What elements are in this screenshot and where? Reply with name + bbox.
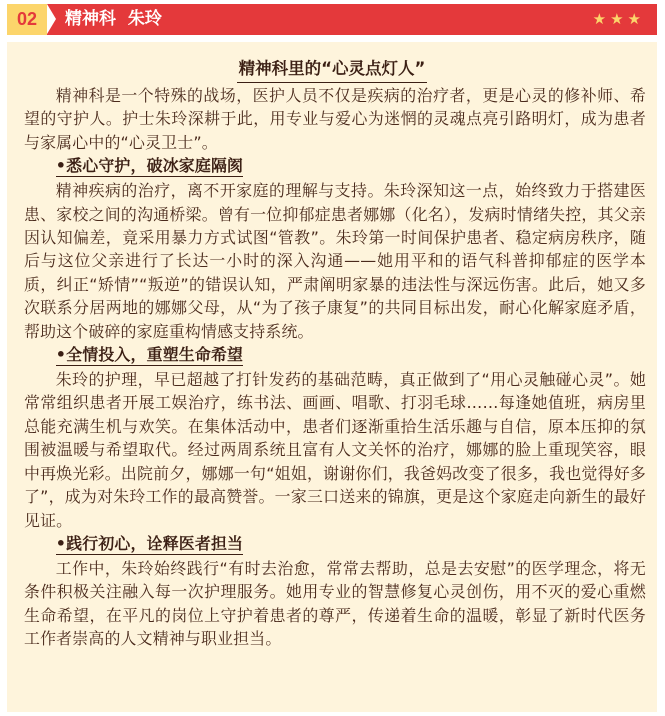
section-heading: •全情投入，重塑生命希望 [55,345,244,365]
intro-paragraph: 精神科是一个特殊的战场，医护人员不仅是疾病的治疗者，更是心灵的修补师、希望的守护人。护士朱玲深耕于此，用专业与爱心为迷惘的灵魂点亮引路明灯，成为患者与家属心中的“心灵卫士”。 [24,86,646,152]
article-title-wrap [7,58,657,83]
section-heading: •践行初心，诠释医者担当 [55,533,244,553]
section-2 [24,343,646,532]
article-body [24,84,646,651]
article-panel [7,42,657,712]
section-paragraph: 工作中，朱玲始终践行“有时去治愈，常常去帮助，总是去安慰”的医学理念，将无条件积极关注融入每一次护理服务。她用专业的智慧修复心灵创伤，用不灭的爱心重燃生命希望，在平凡的岗位上守护着患者的尊严，传递着生命的温暖，彰显了新时代医务工作者崇高的人文精神与职业担当。 [24,558,646,649]
chevron-divider-icon [47,4,56,34]
section-1 [24,154,646,343]
section-3 [24,532,646,651]
star-rating-icon: ★★★ [592,10,645,28]
section-header-bar [7,4,657,35]
section-paragraph: 朱玲的护理，早已超越了打针发药的基础范畴，真正做到了“用心灵触碰心灵”。她常常组织患者开展工娱治疗，练书法、画画、唱歌、打羽毛球……每逢她值班，病房里总能充满生机与欢笑。在集体活动中，患者们逐渐重拾生活乐趣与自信，原本压抑的氛围被温暖与希望取代。经过两周系统且富有人文关怀的治疗，娜娜的脸上重现笑容，眼中再焕光彩。出院前夕，娜娜一句“姐姐，谢谢你们，我爸妈改变了很多，我也觉得好多了”，成为对朱玲工作的最高赞誉。一家三口送来的锦旗，更是这个家庭走向新生的最好见证。 [24,370,646,530]
section-number-badge: 02 [7,4,47,35]
article-title: 精神科里的“心灵点灯人” [237,58,428,83]
section-heading: •悉心守护，破冰家庭隔阂 [55,156,244,176]
section-header-title: 精神科 朱玲 [65,9,162,29]
section-paragraph: 精神疾病的治疗，离不开家庭的理解与支持。朱玲深知这一点，始终致力于搭建医患、家校之间的沟通桥梁。曾有一位抑郁症患者娜娜（化名），发病时情绪失控，其父亲因认知偏差，竟采用暴力方式试图“管教”。朱玲第一时间保护患者、稳定病房秩序，随后与这位父亲进行了长达一小时的深入沟通——她用平和的语气科普抑郁症的医学本质，纠正“矫情”“叛逆”的错误认知，严肃阐明家暴的违法性与深远伤害。此后，她又多次联系分居两地的娜娜父母，从“为了孩子康复”的共同目标出发，耐心化解家庭矛盾，帮助这个破碎的家庭重构情感支持系统。 [24,181,646,341]
